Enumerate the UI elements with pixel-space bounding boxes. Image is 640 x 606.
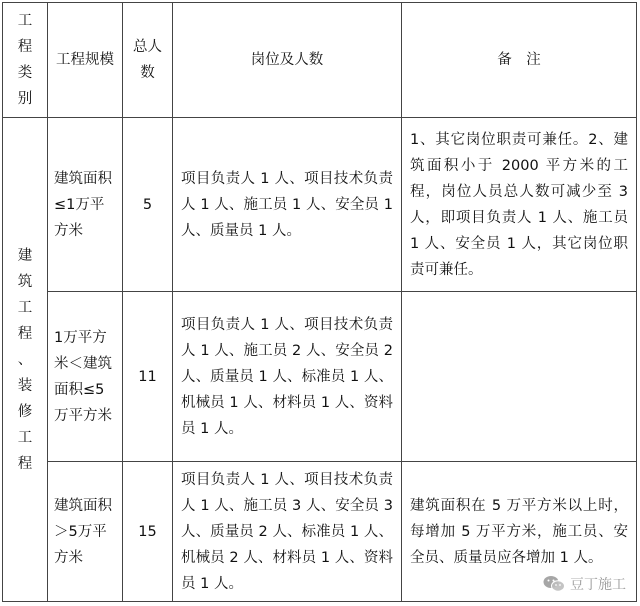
total-cell: 11: [123, 292, 173, 462]
wechat-icon: [543, 575, 565, 593]
header-positions: 岗位及人数: [173, 3, 402, 118]
scale-cell: 1万平方米＜建筑面积≤5万平方米: [48, 292, 123, 462]
header-row: [3, 3, 637, 118]
remarks-cell: 1、其它岗位职责可兼任。2、建筑面积小于 2000 平方米的工程，岗位人员总人数可减少至 3 人，即项目负责人 1 人、施工员 1 人、安全员 1 人，其它岗位职责可兼任。: [402, 118, 637, 292]
total-cell: 15: [123, 462, 173, 602]
staffing-table: [2, 2, 637, 602]
scale-cell: 建筑面积＞5万平方米: [48, 462, 123, 602]
positions-cell: 项目负责人 1 人、项目技术负责人 1 人、施工员 2 人、安全员 2 人、质量员 1 人、标准员 1 人、机械员 1 人、材料员 1 人、资料员 1 人。: [173, 292, 402, 462]
category-cell: 建 筑 工 程 、 装 修 工 程: [3, 118, 48, 602]
remarks-cell: 建筑面积在 5 万平方米以上时，每增加 5 万平方米，施工员、安全员、质量员应各增加 1 人。: [402, 462, 637, 602]
header-total: 总人 数: [123, 3, 173, 118]
header-scale: 工程规模: [48, 3, 123, 118]
table-row: [3, 118, 637, 292]
positions-cell: 项目负责人 1 人、项目技术负责人 1 人、施工员 1 人、安全员 1 人、质量员 1 人。: [173, 118, 402, 292]
header-remarks: 备 注: [402, 3, 637, 118]
watermark: [543, 574, 626, 594]
watermark-text: 豆丁施工: [570, 577, 626, 593]
total-cell: 5: [123, 118, 173, 292]
header-category: 工 程 类 别: [3, 3, 48, 118]
scale-cell: 建筑面积≤1万平方米: [48, 118, 123, 292]
table-row: [3, 292, 637, 462]
remarks-cell: [402, 292, 637, 462]
table-row: [3, 462, 637, 602]
positions-cell: 项目负责人 1 人、项目技术负责人 1 人、施工员 3 人、安全员 3 人、质量员 2 人、标准员 1 人、机械员 2 人、材料员 1 人、资料员 1 人。: [173, 462, 402, 602]
